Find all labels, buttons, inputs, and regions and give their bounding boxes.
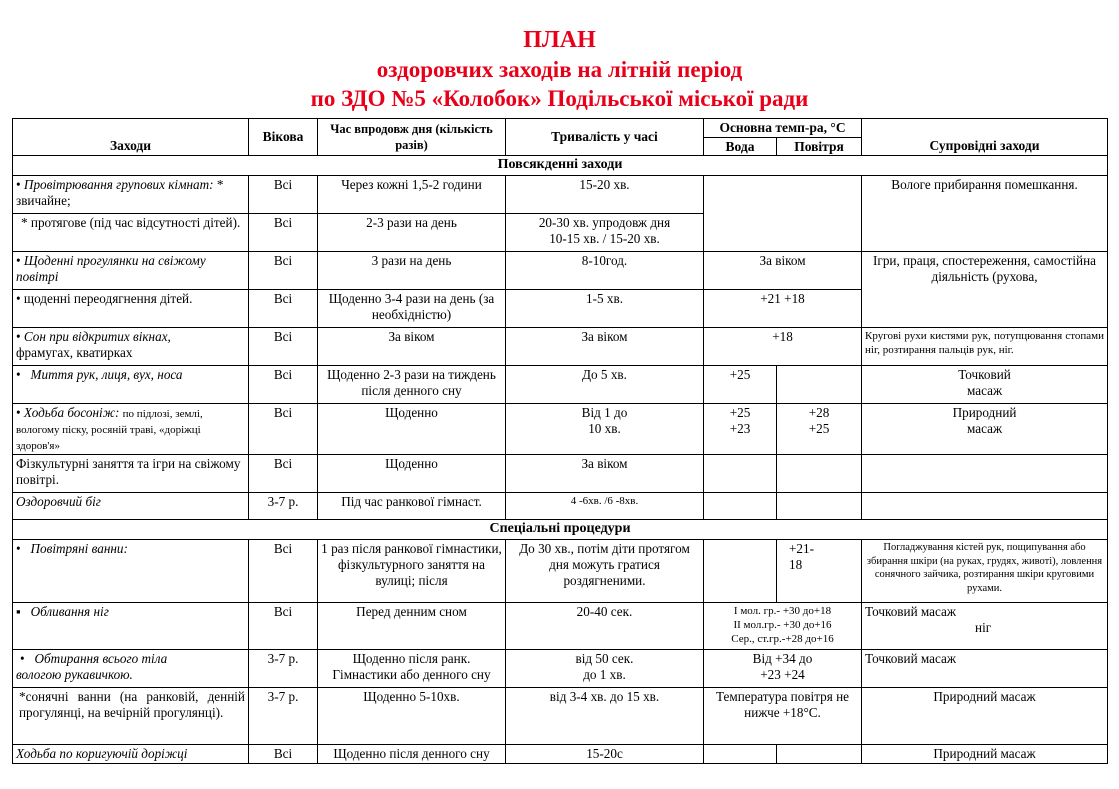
- measure-detail: фрамугах, кватирках: [16, 345, 133, 360]
- age-cell: 3-7 р.: [249, 688, 318, 745]
- measure-detail: * звичайне;: [16, 177, 224, 208]
- time-cell: 1 раз після ранкової гімнастики, фізкультурного заняття на вулиці; після: [318, 540, 506, 603]
- title-line-2: оздоровчих заходів на літній період: [376, 57, 743, 82]
- header-row: [13, 119, 1108, 138]
- plan-table: [12, 118, 1108, 764]
- measure-name: Ходьба по коригуючій доріжці: [13, 745, 249, 764]
- bullet: •: [16, 329, 21, 344]
- bullet: •: [16, 177, 21, 192]
- time-cell: Щоденно 3-4 рази на день (за необхідністю): [318, 290, 506, 328]
- duration-cell: [506, 650, 704, 688]
- duration-cell: За віком: [506, 328, 704, 366]
- accompanying-cell: Ігри, праця, спостереження, самостійна діяльність (рухова,: [862, 252, 1108, 328]
- measure-name: Провітрювання групових кімнат:: [23, 177, 214, 192]
- accompanying-cell: Точковий масаж: [862, 650, 1108, 688]
- air-line: +28: [808, 405, 830, 420]
- age-cell: Всі: [249, 290, 318, 328]
- temp-cell: [704, 603, 862, 650]
- measure-detail: вологою рукавичкою.: [16, 667, 133, 682]
- air-cell: [777, 366, 862, 404]
- title-line-3: по ЗДО №5 «Колобок» Подільської міської ради: [310, 86, 809, 111]
- section-daily: Повсякденні заходи: [13, 156, 1108, 176]
- temp-line: +23 +24: [760, 667, 805, 682]
- water-line: +25: [729, 405, 751, 420]
- water-cell: [704, 404, 777, 455]
- table-row: [13, 493, 1108, 520]
- time-cell: Перед денним сном: [318, 603, 506, 650]
- duration-cell: За віком: [506, 455, 704, 493]
- duration-cell: 8-10год.: [506, 252, 704, 290]
- duration-cell: 15-20с: [506, 745, 704, 764]
- age-cell: Всі: [249, 540, 318, 603]
- measure-name: Обливання ніг: [30, 604, 109, 619]
- duration-cell: [506, 404, 704, 455]
- time-cell: Щоденно: [318, 455, 506, 493]
- water-cell: [704, 455, 777, 493]
- header-water: Вода: [704, 138, 777, 156]
- acc-line: масаж: [966, 421, 1003, 436]
- header-accompanying: Супровідні заходи: [862, 119, 1108, 156]
- duration-line: 10 хв.: [588, 421, 621, 436]
- acc-line: Точковий масаж: [865, 604, 957, 619]
- table-row: [13, 455, 1108, 493]
- duration-cell: 1-5 хв.: [506, 290, 704, 328]
- acc-line: Точковий: [958, 367, 1011, 382]
- age-cell: 3-7 р.: [249, 650, 318, 688]
- bullet: •: [16, 253, 21, 268]
- age-cell: Всі: [249, 328, 318, 366]
- accompanying-cell: [862, 455, 1108, 493]
- header-time: Час впродовж дня (кількість разів): [318, 119, 506, 156]
- header-measures: Заходи: [13, 119, 249, 156]
- air-cell: [777, 404, 862, 455]
- duration-line: до 1 хв.: [583, 667, 626, 682]
- measure-name: • щоденні переодягнення дітей.: [13, 290, 249, 328]
- air-line: 18: [789, 557, 803, 572]
- header-duration: Тривалість у часі: [506, 119, 704, 156]
- age-cell: Всі: [249, 455, 318, 493]
- water-cell: [704, 493, 777, 520]
- time-cell: Щоденно після ранк. Гімнастики або денного сну: [318, 650, 506, 688]
- accompanying-cell: Погладжування кістей рук, пощипування або збирання шкіри (на руках, грудях, животі), ловлення сонячного зайчика, розтирання шкіри круговими рухами.: [862, 540, 1108, 603]
- time-cell: Щоденно після денного сну: [318, 745, 506, 764]
- section-special: Спеціальні процедури: [13, 520, 1108, 540]
- duration-cell: 15-20 хв.: [506, 176, 704, 214]
- age-cell: 3-7 р.: [249, 493, 318, 520]
- table-row: [13, 252, 1108, 290]
- bullet: •: [16, 405, 21, 420]
- time-cell: Щоденно: [318, 404, 506, 455]
- document-title: [0, 26, 1119, 113]
- table-row: [13, 688, 1108, 745]
- temp-cell: +21 +18: [704, 290, 862, 328]
- temp-cell: [704, 176, 862, 252]
- duration-cell: 20-40 сек.: [506, 603, 704, 650]
- temp-line: Від +34 до: [752, 651, 813, 666]
- table-row: [13, 366, 1108, 404]
- temp-cell: Температура повітря не нижче +18°С.: [704, 688, 862, 745]
- time-cell: Щоденно 2-3 рази на тиждень після денного сну: [318, 366, 506, 404]
- time-cell: Під час ранкової гімнаст.: [318, 493, 506, 520]
- measure-name: Обтирання всього тіла: [34, 651, 168, 666]
- temp-line: Сер., ст.гр.-+28 до+16: [731, 633, 834, 645]
- water-cell: [704, 745, 777, 764]
- measure-name: Сон при відкритих вікнах,: [23, 329, 171, 344]
- accompanying-cell: Природний масаж: [862, 745, 1108, 764]
- time-cell: 3 рази на день: [318, 252, 506, 290]
- age-cell: Всі: [249, 745, 318, 764]
- age-cell: Всі: [249, 252, 318, 290]
- temp-line: І мол. гр.- +30 до+18: [733, 605, 832, 617]
- measure-name: Повітряні ванни:: [30, 541, 128, 556]
- measure-detail: по підлозі, землі, вологому піску, росяній траві, «доріжці здоров'я»: [16, 408, 203, 452]
- header-temp: Основна темп-ра, °С: [704, 119, 862, 138]
- duration-line: 10-15 хв. / 15-20 хв.: [549, 231, 660, 246]
- duration-line: від 50 сек.: [575, 651, 634, 666]
- temp-cell: +18: [704, 328, 862, 366]
- acc-line: масаж: [966, 383, 1003, 398]
- age-cell: Всі: [249, 214, 318, 252]
- measure-name: Миття рук, лиця, вух, носа: [30, 367, 183, 382]
- air-line: +21-: [789, 541, 815, 556]
- time-cell: 2-3 рази на день: [318, 214, 506, 252]
- air-cell: [777, 540, 862, 603]
- water-cell: +25: [704, 366, 777, 404]
- table-row: [13, 176, 1108, 214]
- temp-line: ІІ мол.гр.- +30 до+16: [733, 619, 832, 631]
- duration-line: Від 1 до: [581, 405, 628, 420]
- header-age: Вікова: [249, 119, 318, 156]
- table-row: [13, 745, 1108, 764]
- header-air: Повітря: [777, 138, 862, 156]
- age-cell: Всі: [249, 404, 318, 455]
- duration-cell: [506, 214, 704, 252]
- water-cell: [704, 540, 777, 603]
- accompanying-cell: [862, 603, 1108, 650]
- duration-cell: 4 -6хв. /6 -8хв.: [506, 493, 704, 520]
- age-cell: Всі: [249, 366, 318, 404]
- accompanying-cell: [862, 404, 1108, 455]
- air-cell: [777, 455, 862, 493]
- duration-cell: До 30 хв., потім діти протягом дня можуть гратися роздягненими.: [506, 540, 704, 603]
- measure-name: Щоденні прогулянки на свіжому повітрі: [16, 253, 206, 284]
- table-row: [13, 404, 1108, 455]
- table-row: [13, 650, 1108, 688]
- measure-name: Фізкультурні заняття та ігри на свіжому повітрі.: [13, 455, 249, 493]
- temp-cell: [704, 650, 862, 688]
- temp-cell: За віком: [704, 252, 862, 290]
- duration-line: 20-30 хв. упродовж дня: [538, 215, 671, 230]
- air-line: +25: [808, 421, 830, 436]
- bullet: •: [16, 367, 21, 382]
- time-cell: Через кожні 1,5-2 години: [318, 176, 506, 214]
- table-row: [13, 328, 1108, 366]
- air-cell: [777, 745, 862, 764]
- accompanying-cell: Вологе прибирання помешкання.: [862, 176, 1108, 252]
- measure-name: Ходьба босоніж:: [23, 405, 120, 420]
- accompanying-cell: Кругові рухи кистями рук, потупцювання стопами ніг, розтирання пальців рук, ніг.: [862, 328, 1108, 366]
- measure-name: * протягове (під час відсутності дітей).: [13, 214, 249, 252]
- accompanying-cell: [862, 366, 1108, 404]
- bullet: ▪: [16, 604, 21, 619]
- title-line-1: ПЛАН: [523, 27, 596, 53]
- time-cell: За віком: [318, 328, 506, 366]
- time-cell: Щоденно 5-10хв.: [318, 688, 506, 745]
- table-row: [13, 540, 1108, 603]
- table-row: [13, 603, 1108, 650]
- water-line: +23: [729, 421, 751, 436]
- age-cell: Всі: [249, 176, 318, 214]
- measure-name: Оздоровчий біг: [13, 493, 249, 520]
- measure-name: *сонячні ванни (на ранковій, денній прогулянці, на вечірній прогулянці).: [13, 688, 249, 745]
- acc-line: ніг: [975, 620, 992, 635]
- duration-cell: від 3-4 хв. до 15 хв.: [506, 688, 704, 745]
- bullet: •: [20, 651, 25, 666]
- accompanying-cell: Природний масаж: [862, 688, 1108, 745]
- air-cell: [777, 493, 862, 520]
- accompanying-cell: [862, 493, 1108, 520]
- acc-line: Природний: [952, 405, 1017, 420]
- bullet: •: [16, 541, 21, 556]
- age-cell: Всі: [249, 603, 318, 650]
- duration-cell: До 5 хв.: [506, 366, 704, 404]
